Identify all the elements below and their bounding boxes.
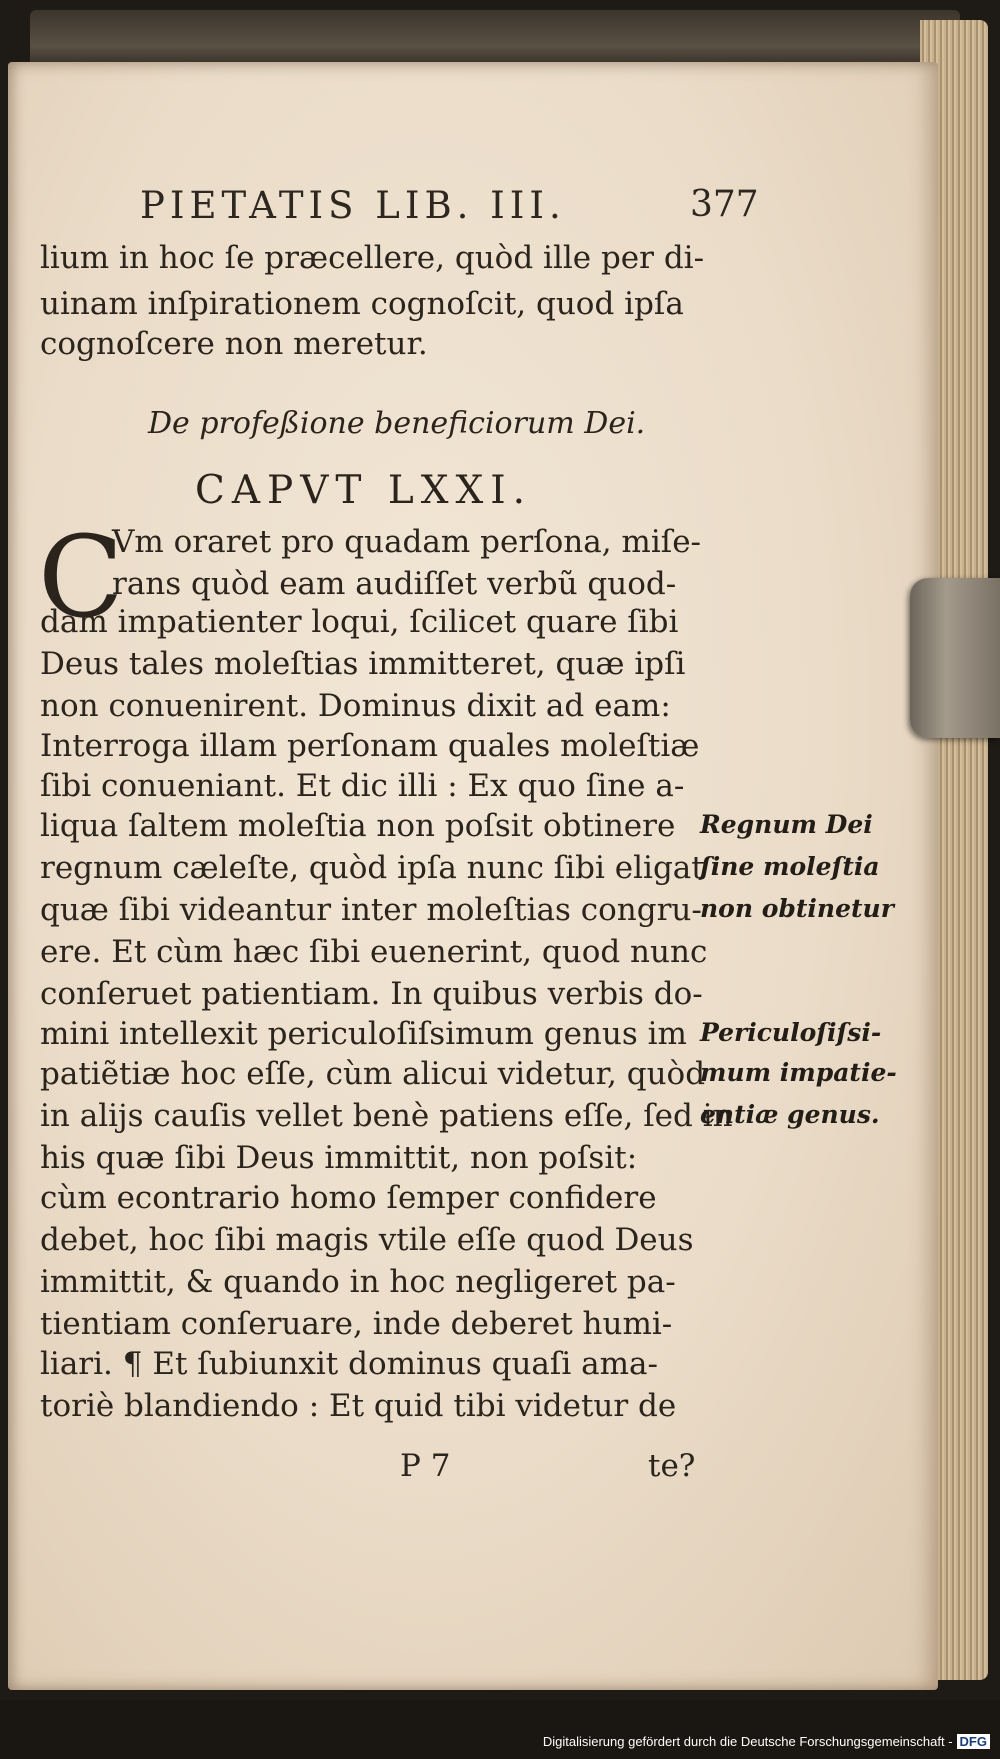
margin-note: mum impatie-	[700, 1058, 897, 1087]
text-line: liari. ¶ Et ſubiunxit dominus quaſi ama-	[40, 1346, 658, 1382]
catchword: te?	[648, 1448, 696, 1484]
running-head: PIETATIS LIB. III.	[140, 184, 566, 227]
text-line: in alijs cauſis vellet benè patiens eſſe, ſed in	[40, 1098, 733, 1134]
text-line: non conuenirent. Dominus dixit ad eam:	[40, 688, 671, 724]
drop-cap: C	[38, 513, 124, 643]
margin-note: Regnum Dei	[700, 810, 873, 839]
section-heading: De profeßione beneficiorum Dei.	[148, 406, 646, 441]
signature-mark: P 7	[400, 1448, 451, 1484]
text-line: dam impatienter loqui, ſcilicet quare ſibi	[40, 604, 679, 640]
text-line: immittit, & quando in hoc negligeret pa-	[40, 1264, 676, 1300]
text-line: conſeruet patientiam. In quibus verbis do-	[40, 976, 703, 1012]
text-line: toriè blandiendo : Et quid tibi videtur de	[40, 1388, 677, 1424]
chapter-title: CAPVT LXXI.	[195, 468, 533, 513]
text-line: Vm oraret pro quadam perſona, miſe-	[112, 524, 702, 560]
text-line: patiẽtiæ hoc eſſe, cùm alicui videtur, quòd	[40, 1056, 706, 1092]
footer-bar	[0, 1700, 1000, 1759]
text-line: lium in hoc ſe præcellere, quòd ille per di-	[40, 240, 705, 276]
text-line: quæ ſibi videantur inter moleſtias congru-	[40, 892, 702, 928]
dfg-logo: DFG	[957, 1734, 990, 1749]
margin-note: Periculoſiſsi-	[700, 1018, 882, 1047]
text-line: tientiam conſeruare, inde deberet humi-	[40, 1306, 673, 1342]
text-line: rans quòd eam audiſſet verbũ quod-	[112, 566, 677, 602]
margin-note: non obtinetur	[700, 894, 894, 923]
text-line: Interroga illam perſonam quales moleſtiæ	[40, 728, 700, 764]
text-line: his quæ ſibi Deus immittit, non poſsit:	[40, 1140, 638, 1176]
text-line: ſibi conueniant. Et dic illi : Ex quo ſine a-	[40, 768, 685, 804]
text-line: uinam inſpirationem cognoſcit, quod ipſa	[40, 286, 684, 322]
text-line: regnum cæleſte, quòd ipſa nunc ſibi eligat	[40, 850, 704, 886]
text-line: liqua ſaltem moleſtia non poſsit obtinere	[40, 808, 676, 844]
text-line: ere. Et cùm hæc ſibi euenerint, quod nunc	[40, 934, 708, 970]
text-line: cognoſcere non meretur.	[40, 326, 428, 362]
text-line: Deus tales moleſtias immitteret, quæ ipſi	[40, 646, 686, 682]
footer-credit-text: Digitalisierung gefördert durch die Deutsche Forschungsgemeinschaft -	[542, 1734, 953, 1749]
margin-note: ſine moleſtia	[700, 852, 880, 881]
text-line: mini intellexit periculoſiſsimum genus im	[40, 1016, 687, 1052]
book-top-edge	[30, 10, 960, 70]
page-number: 377	[690, 184, 759, 225]
text-line: debet, hoc ſibi magis vtile eſſe quod Deus	[40, 1222, 694, 1258]
page-clip	[910, 578, 1000, 738]
text-line: cùm econtrario homo ſemper confidere	[40, 1180, 657, 1216]
footer-credit	[543, 1734, 990, 1749]
margin-note: entiæ genus.	[700, 1100, 880, 1129]
